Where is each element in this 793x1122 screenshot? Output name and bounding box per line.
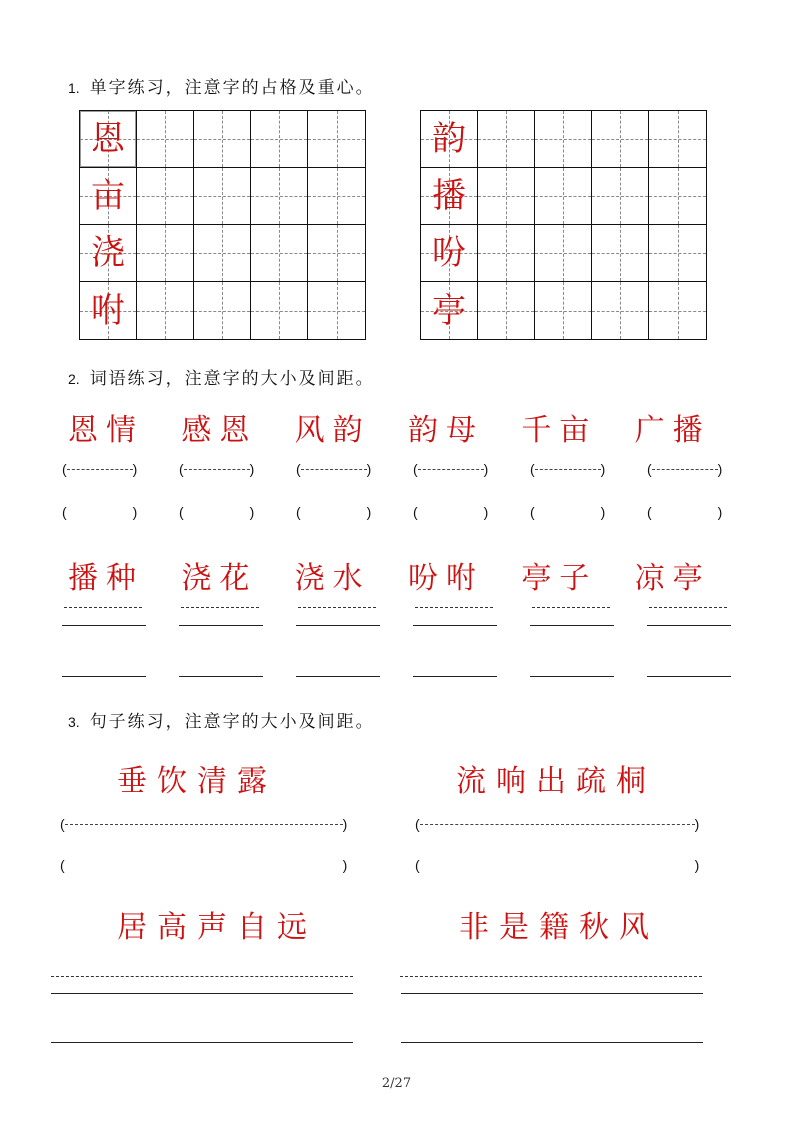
grid-cell[interactable] bbox=[308, 282, 365, 339]
grid-cell[interactable] bbox=[80, 111, 137, 168]
grid-cell[interactable] bbox=[251, 111, 308, 168]
model-sentence: 居高声自远 bbox=[117, 910, 317, 945]
grid-cell[interactable] bbox=[478, 168, 535, 225]
paren-open: ( bbox=[62, 461, 67, 477]
writing-lines[interactable] bbox=[530, 607, 647, 677]
model-char: 亭 bbox=[432, 290, 466, 331]
section-3-heading bbox=[68, 707, 375, 732]
paren-close: ) bbox=[366, 461, 372, 477]
writing-lines[interactable] bbox=[296, 607, 413, 677]
paren-close: ) bbox=[342, 857, 348, 873]
pinyin-blank[interactable] bbox=[415, 816, 699, 832]
writing-lines[interactable] bbox=[62, 607, 179, 677]
paren-open: ( bbox=[296, 461, 301, 477]
model-word: 凉亭 bbox=[634, 561, 711, 596]
grid-cell[interactable] bbox=[137, 111, 194, 168]
model-sentence: 垂饮清露 bbox=[117, 764, 277, 799]
writing-lines[interactable] bbox=[179, 607, 296, 677]
paren-close: ) bbox=[366, 504, 372, 520]
paren-open: ( bbox=[530, 461, 535, 477]
paren-close: ) bbox=[717, 504, 723, 520]
paren-open: ( bbox=[415, 816, 420, 832]
grid-cell[interactable] bbox=[308, 168, 365, 225]
writing-blank[interactable] bbox=[60, 857, 347, 873]
writing-blank[interactable] bbox=[179, 504, 296, 520]
grid-cell[interactable] bbox=[80, 282, 137, 339]
grid-cell[interactable] bbox=[421, 225, 478, 282]
paren-close: ) bbox=[600, 504, 606, 520]
paren-close: ) bbox=[694, 857, 700, 873]
grid-cell[interactable] bbox=[592, 225, 649, 282]
grid-cell[interactable] bbox=[592, 168, 649, 225]
section-2-heading bbox=[68, 364, 375, 389]
guide-line-dotted bbox=[400, 976, 702, 977]
grid-cell[interactable] bbox=[80, 225, 137, 282]
grid-cell[interactable] bbox=[194, 168, 251, 225]
model-char: 咐 bbox=[91, 290, 125, 331]
pinyin-blank[interactable] bbox=[62, 461, 179, 477]
writing-line[interactable] bbox=[51, 1042, 353, 1043]
writing-line[interactable] bbox=[401, 993, 703, 994]
pinyin-blank[interactable] bbox=[60, 816, 347, 832]
pinyin-blank[interactable] bbox=[647, 461, 764, 477]
grid-cell[interactable] bbox=[535, 111, 592, 168]
model-word: 浇水 bbox=[294, 561, 371, 596]
model-word: 广播 bbox=[634, 413, 711, 448]
grid-cell[interactable] bbox=[80, 168, 137, 225]
grid-cell[interactable] bbox=[535, 168, 592, 225]
model-char: 亩 bbox=[91, 176, 125, 216]
model-word: 韵母 bbox=[407, 413, 484, 448]
grid-cell[interactable] bbox=[535, 282, 592, 339]
writing-lines-row bbox=[62, 607, 764, 677]
paren-open: ( bbox=[60, 816, 65, 832]
section-1-heading bbox=[68, 73, 375, 98]
grid-cell[interactable] bbox=[649, 225, 706, 282]
pinyin-paren-row bbox=[62, 461, 764, 477]
grid-cell[interactable] bbox=[251, 225, 308, 282]
practice-grid-right bbox=[420, 110, 707, 340]
writing-blank[interactable] bbox=[296, 504, 413, 520]
grid-cell[interactable] bbox=[308, 111, 365, 168]
model-word: 吩咐 bbox=[407, 561, 484, 596]
word-row-1 bbox=[60, 405, 740, 449]
paren-open: ( bbox=[62, 504, 67, 520]
paren-close: ) bbox=[249, 461, 255, 477]
writing-blank[interactable] bbox=[647, 504, 764, 520]
grid-cell[interactable] bbox=[592, 111, 649, 168]
grid-cell[interactable] bbox=[649, 111, 706, 168]
pinyin-blank[interactable] bbox=[413, 461, 530, 477]
writing-blank[interactable] bbox=[415, 857, 699, 873]
model-char: 浇 bbox=[91, 233, 125, 273]
model-char: 播 bbox=[432, 176, 466, 216]
writing-line[interactable] bbox=[51, 993, 353, 994]
practice-grid-left bbox=[79, 110, 366, 340]
pinyin-blank[interactable] bbox=[179, 461, 296, 477]
paren-open: ( bbox=[413, 504, 418, 520]
model-char: 吩 bbox=[432, 233, 466, 273]
writing-line[interactable] bbox=[401, 1042, 703, 1043]
paren-close: ) bbox=[483, 461, 489, 477]
grid-cell[interactable] bbox=[478, 111, 535, 168]
grid-cell[interactable] bbox=[137, 282, 194, 339]
paren-open: ( bbox=[296, 504, 301, 520]
model-char: 恩 bbox=[91, 119, 125, 159]
paren-close: ) bbox=[483, 504, 489, 520]
paren-open: ( bbox=[179, 504, 184, 520]
section-title: 单字练习，注意字的占格及重心。 bbox=[89, 78, 375, 98]
model-sentence: 流响出疏桐 bbox=[456, 764, 656, 799]
model-sentence: 非是籍秋风 bbox=[459, 910, 659, 945]
paren-close: ) bbox=[717, 461, 723, 477]
section-number: 3. bbox=[68, 714, 80, 730]
grid-cell[interactable] bbox=[421, 282, 478, 339]
writing-blank[interactable] bbox=[62, 504, 179, 520]
writing-blank[interactable] bbox=[530, 504, 647, 520]
section-title: 词语练习，注意字的大小及间距。 bbox=[89, 369, 375, 389]
grid-cell[interactable] bbox=[592, 282, 649, 339]
paren-close: ) bbox=[132, 504, 138, 520]
grid-cell[interactable] bbox=[421, 168, 478, 225]
paren-open: ( bbox=[415, 857, 420, 873]
grid-cell[interactable] bbox=[251, 168, 308, 225]
grid-cell[interactable] bbox=[649, 168, 706, 225]
grid-cell[interactable] bbox=[251, 282, 308, 339]
pinyin-blank[interactable] bbox=[530, 461, 647, 477]
model-char: 韵 bbox=[432, 119, 466, 159]
word-row-2 bbox=[60, 553, 740, 597]
writing-paren-row bbox=[62, 504, 764, 520]
paren-close: ) bbox=[600, 461, 606, 477]
pinyin-blank[interactable] bbox=[296, 461, 413, 477]
paren-close: ) bbox=[342, 816, 348, 832]
page-number: 2/27 bbox=[381, 1076, 412, 1091]
grid-cell[interactable] bbox=[194, 225, 251, 282]
section-title: 句子练习，注意字的大小及间距。 bbox=[89, 712, 375, 732]
model-word: 亭子 bbox=[521, 561, 598, 596]
grid-cell[interactable] bbox=[535, 225, 592, 282]
grid-cell[interactable] bbox=[649, 282, 706, 339]
paren-open: ( bbox=[647, 504, 652, 520]
grid-cell[interactable] bbox=[308, 225, 365, 282]
model-word: 浇花 bbox=[181, 561, 258, 596]
grid-cell[interactable] bbox=[478, 282, 535, 339]
section-number: 2. bbox=[68, 371, 80, 387]
model-word: 风韵 bbox=[294, 413, 371, 448]
grid-cell[interactable] bbox=[194, 111, 251, 168]
grid-cell[interactable] bbox=[137, 168, 194, 225]
grid-cell[interactable] bbox=[478, 225, 535, 282]
writing-lines[interactable] bbox=[413, 607, 530, 677]
grid-cell[interactable] bbox=[137, 225, 194, 282]
paren-open: ( bbox=[179, 461, 184, 477]
grid-cell[interactable] bbox=[421, 111, 478, 168]
paren-close: ) bbox=[694, 816, 700, 832]
guide-line-dotted bbox=[51, 976, 353, 977]
model-word: 播种 bbox=[68, 561, 144, 596]
writing-lines[interactable] bbox=[647, 607, 764, 677]
paren-open: ( bbox=[60, 857, 65, 873]
model-word: 千亩 bbox=[521, 413, 598, 448]
writing-blank[interactable] bbox=[413, 504, 530, 520]
paren-open: ( bbox=[647, 461, 652, 477]
section-number: 1. bbox=[68, 80, 80, 96]
paren-open: ( bbox=[530, 504, 535, 520]
paren-open: ( bbox=[413, 461, 418, 477]
model-word: 恩情 bbox=[68, 413, 144, 448]
grid-cell[interactable] bbox=[194, 282, 251, 339]
paren-close: ) bbox=[132, 461, 138, 477]
model-word: 感恩 bbox=[181, 413, 258, 448]
paren-close: ) bbox=[249, 504, 255, 520]
